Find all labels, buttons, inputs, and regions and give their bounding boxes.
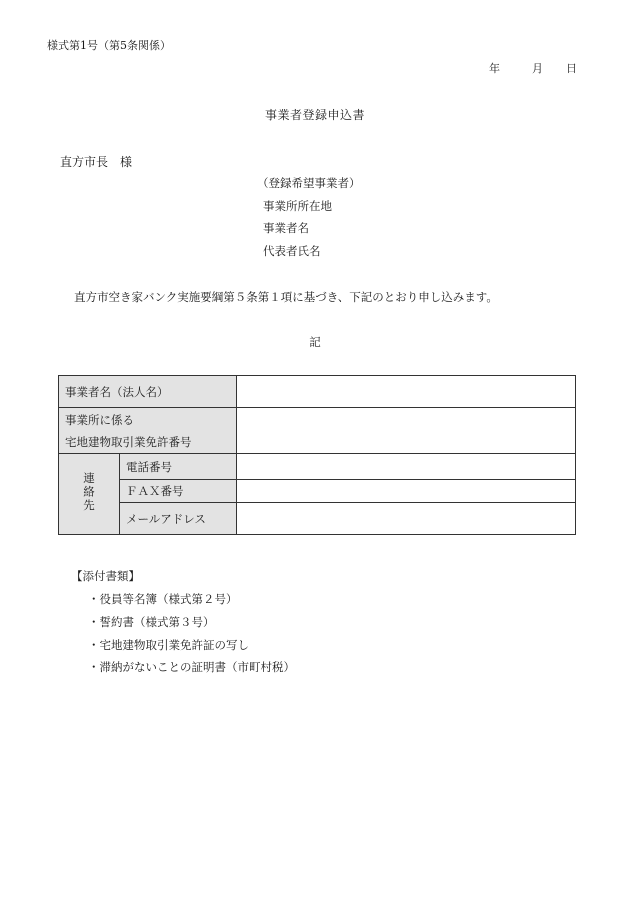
attachment-item: ・滞納がないことの証明書（市町村税） (88, 660, 295, 674)
attachment-item: ・誓約書（様式第３号） (88, 615, 215, 629)
applicant-field-representative: 代表者氏名 (263, 244, 321, 258)
business-name-field[interactable] (237, 376, 576, 408)
registration-table (58, 375, 576, 535)
table-row-email (59, 503, 576, 535)
license-label-line1: 事業所に係る (65, 412, 134, 427)
contact-label (59, 454, 120, 535)
table-row-phone (59, 454, 576, 480)
form-number: 様式第1号（第5条関係） (47, 39, 171, 52)
table-row-business-name (59, 376, 576, 408)
license-label (59, 408, 237, 454)
attachment-item: ・宅地建物取引業免許証の写し (88, 638, 249, 652)
ki-heading: 記 (309, 335, 321, 349)
contact-label-text: 連絡先 (82, 471, 96, 513)
date-year-label: 年 (489, 62, 500, 75)
business-name-label: 事業者名（法人名） (59, 376, 237, 408)
attachments-heading: 【添付書類】 (71, 569, 140, 583)
phone-label: 電話番号 (120, 454, 237, 480)
intro-statement: 直方市空き家バンク実施要綱第５条第１項に基づき、下記のとおり申し込みます。 (74, 290, 498, 304)
document-title: 事業者登録申込書 (264, 108, 365, 122)
fax-label: ＦＡＸ番号 (120, 480, 237, 503)
applicant-field-business-name: 事業者名 (263, 221, 309, 235)
applicant-heading: （登録希望事業者） (257, 176, 361, 190)
table-row-license (59, 408, 576, 454)
license-number-field[interactable] (237, 408, 576, 454)
date-month-label: 月 (532, 62, 543, 75)
fax-field[interactable] (237, 480, 576, 503)
license-label-line2: 宅地建物取引業免許番号 (65, 434, 192, 449)
email-field[interactable] (237, 503, 576, 535)
date-day-label: 日 (566, 62, 577, 75)
attachment-item: ・役員等名簿（様式第２号） (88, 592, 238, 606)
phone-field[interactable] (237, 454, 576, 480)
applicant-field-office-address: 事業所所在地 (263, 199, 332, 213)
email-label: メールアドレス (120, 503, 237, 535)
table-row-fax (59, 480, 576, 503)
addressee: 直方市長 様 (60, 155, 133, 169)
